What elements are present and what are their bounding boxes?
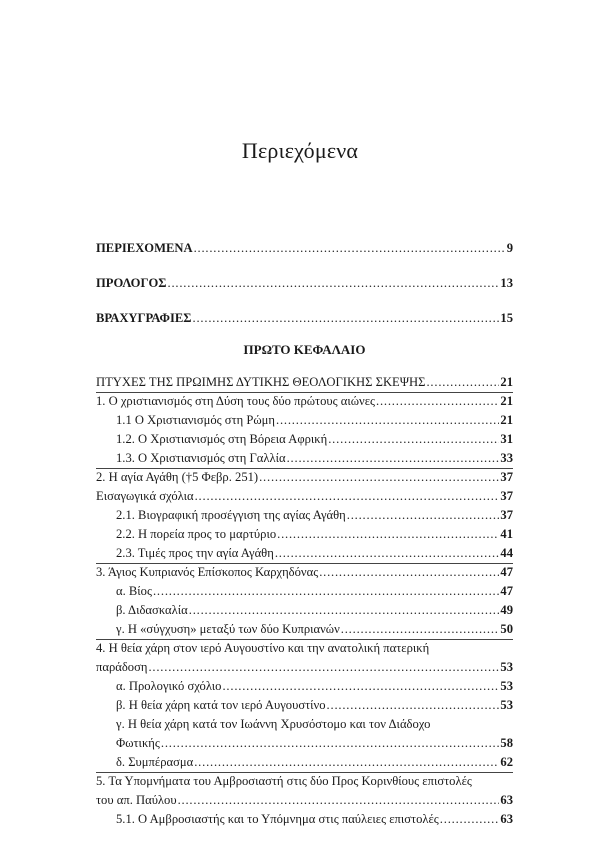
toc-entry-label: 2.2. Η πορεία προς το μαρτύριο (116, 527, 277, 541)
toc-entry[interactable] (96, 601, 513, 620)
toc-entry[interactable] (96, 506, 513, 525)
toc-entry[interactable] (96, 392, 513, 411)
toc-entry[interactable] (96, 791, 513, 810)
toc-entry-page: 37 (500, 508, 513, 522)
toc-entry-label: ΠΤΥΧΕΣ ΤΗΣ ΠΡΩΙΜΗΣ ΔΥΤΙΚΗΣ ΘΕΟΛΟΓΙΚΗΣ ΣΚΕΨΗΣ (96, 375, 426, 389)
chapter-heading: ΠΡΩΤΟ ΚΕΦΑΛΑΙΟ (243, 342, 366, 357)
dot-leader (195, 487, 500, 506)
toc-entry-prologue[interactable] (96, 274, 513, 293)
toc-entry-page: 21 (500, 394, 513, 408)
dot-leader (148, 658, 499, 677)
toc-entry-contents[interactable] (96, 239, 513, 258)
toc-entry-page: 47 (500, 565, 513, 579)
toc-entry-label: 1.2. Ο Χριστιανισμός στη Βόρεια Αφρική (116, 432, 328, 446)
toc-entry[interactable] (96, 411, 513, 430)
toc-entry-label: Φωτικής (116, 736, 160, 750)
toc-entry-page: 31 (500, 432, 513, 446)
toc-entry-page: 9 (506, 241, 513, 255)
toc-entry[interactable] (96, 658, 513, 677)
toc-entry-label: ΠΡΟΛΟΓΟΣ (96, 276, 167, 290)
toc-entry[interactable] (96, 753, 513, 772)
toc-entry-page: 21 (500, 375, 513, 389)
toc-entry-first-line[interactable]: γ. Η θεία χάρη κατά τον Ιωάννη Χρυσόστομο και τον Διάδοχο (116, 717, 431, 731)
toc-entry[interactable] (96, 810, 513, 829)
toc-entry-first-line[interactable]: 4. Η θεία χάρη στον ιερό Αυγουστίνο και την ανατολική πατερική (96, 641, 430, 655)
toc-entry-page: 15 (500, 311, 513, 325)
toc-entry-label: β. Η θεία χάρη κατά τον ιερό Αυγουστίνο (116, 698, 326, 712)
toc-entry-page: 37 (500, 470, 513, 484)
toc-entry[interactable] (96, 563, 513, 582)
toc-entry[interactable] (96, 468, 513, 487)
toc-entry-page: 53 (500, 698, 513, 712)
table-of-contents (96, 220, 513, 829)
toc-entry-label: 3. Άγιος Κυπριανός Επίσκοπος Καρχηδόνας (96, 565, 319, 579)
toc-entry-abbreviations[interactable] (96, 309, 513, 328)
dot-leader (277, 525, 499, 544)
dot-leader (376, 392, 499, 411)
toc-entry[interactable] (96, 582, 513, 601)
toc-entry-first-line[interactable]: 5. Τα Υπομνήματα του Αμβροσιαστή στις δύο Προς Κορινθίους επιστολές (96, 774, 472, 788)
dot-leader (194, 239, 506, 258)
dot-leader (194, 753, 499, 772)
toc-entry[interactable] (96, 677, 513, 696)
toc-entry[interactable] (96, 734, 513, 753)
dot-leader (440, 810, 500, 829)
dot-leader (341, 620, 500, 639)
toc-entry[interactable] (96, 620, 513, 639)
toc-entry-label: β. Διδασκαλία (116, 603, 188, 617)
toc-entry-page: 62 (500, 755, 513, 769)
toc-entry-page: 13 (500, 276, 513, 290)
dot-leader (426, 373, 499, 392)
dot-leader (276, 411, 499, 430)
dot-leader (153, 582, 499, 601)
toc-entry-label: 2.1. Βιογραφική προσέγγιση της αγίας Αγάθη (116, 508, 346, 522)
toc-entry-label: γ. Η «σύγχυση» μεταξύ των δύο Κυπριανών (116, 622, 340, 636)
toc-entry[interactable] (96, 430, 513, 449)
toc-entry-label: ΒΡΑΧΥΓΡΑΦΙΕΣ (96, 311, 192, 325)
toc-entry[interactable] (96, 449, 513, 468)
toc-entry-label: Εισαγωγικά σχόλια (96, 489, 194, 503)
toc-entry[interactable] (96, 696, 513, 715)
toc-entry[interactable] (96, 544, 513, 563)
toc-entry-page: 49 (500, 603, 513, 617)
toc-entry-label: ΠΕΡΙΕΧΟΜΕΝΑ (96, 241, 193, 255)
dot-leader (287, 449, 500, 468)
toc-entry-label: α. Προλογικό σχόλιο (116, 679, 222, 693)
toc-entry-page: 50 (500, 622, 513, 636)
toc-entry-page: 41 (500, 527, 513, 541)
toc-entry[interactable] (96, 525, 513, 544)
dot-leader (347, 506, 500, 525)
toc-entry-label: 5.1. Ο Αμβροσιαστής και το Υπόμνημα στις παύλειες επιστολές (116, 812, 439, 826)
toc-entry-page: 44 (500, 546, 513, 560)
toc-entry[interactable] (96, 373, 513, 392)
dot-leader (222, 677, 499, 696)
toc-entry-page: 47 (500, 584, 513, 598)
toc-entry-page: 37 (500, 489, 513, 503)
dot-leader (161, 734, 500, 753)
toc-entry-label: 1. Ο χριστιανισμός στη Δύση τους δύο πρώτους αιώνες (96, 394, 375, 408)
dot-leader (168, 274, 500, 293)
toc-entry-label: 2.3. Τιμές προς την αγία Αγάθη (116, 546, 274, 560)
toc-entry[interactable] (96, 487, 513, 506)
toc-entry-page: 53 (500, 660, 513, 674)
toc-entry-page: 63 (500, 812, 513, 826)
dot-leader (259, 468, 499, 487)
dot-leader (275, 544, 500, 563)
toc-entry-label: 1.1 Ο Χριστιανισμός στη Ρώμη (116, 413, 276, 427)
dot-leader (178, 791, 500, 810)
dot-leader (328, 430, 499, 449)
toc-entry-label: 1.3. Ο Χριστιανισμός στη Γαλλία (116, 451, 286, 465)
dot-leader (193, 309, 500, 328)
dot-leader (327, 696, 500, 715)
toc-entry-page: 33 (500, 451, 513, 465)
dot-leader (189, 601, 500, 620)
toc-entry-label: δ. Συμπέρασμα (116, 755, 194, 769)
page-title: Περιεχόμενα (241, 138, 359, 163)
toc-entry-label: του απ. Παύλου (96, 793, 177, 807)
toc-entry-page: 63 (500, 793, 513, 807)
toc-entry-label: 2. Η αγία Αγάθη (†5 Φεβρ. 251) (96, 470, 259, 484)
toc-entry-page: 21 (500, 413, 513, 427)
toc-entry-page: 58 (500, 736, 513, 750)
toc-entry-label: α. Βίος (116, 584, 152, 598)
dot-leader (319, 563, 499, 582)
toc-entry-label: παράδοση (96, 660, 148, 674)
toc-entry-page: 53 (500, 679, 513, 693)
